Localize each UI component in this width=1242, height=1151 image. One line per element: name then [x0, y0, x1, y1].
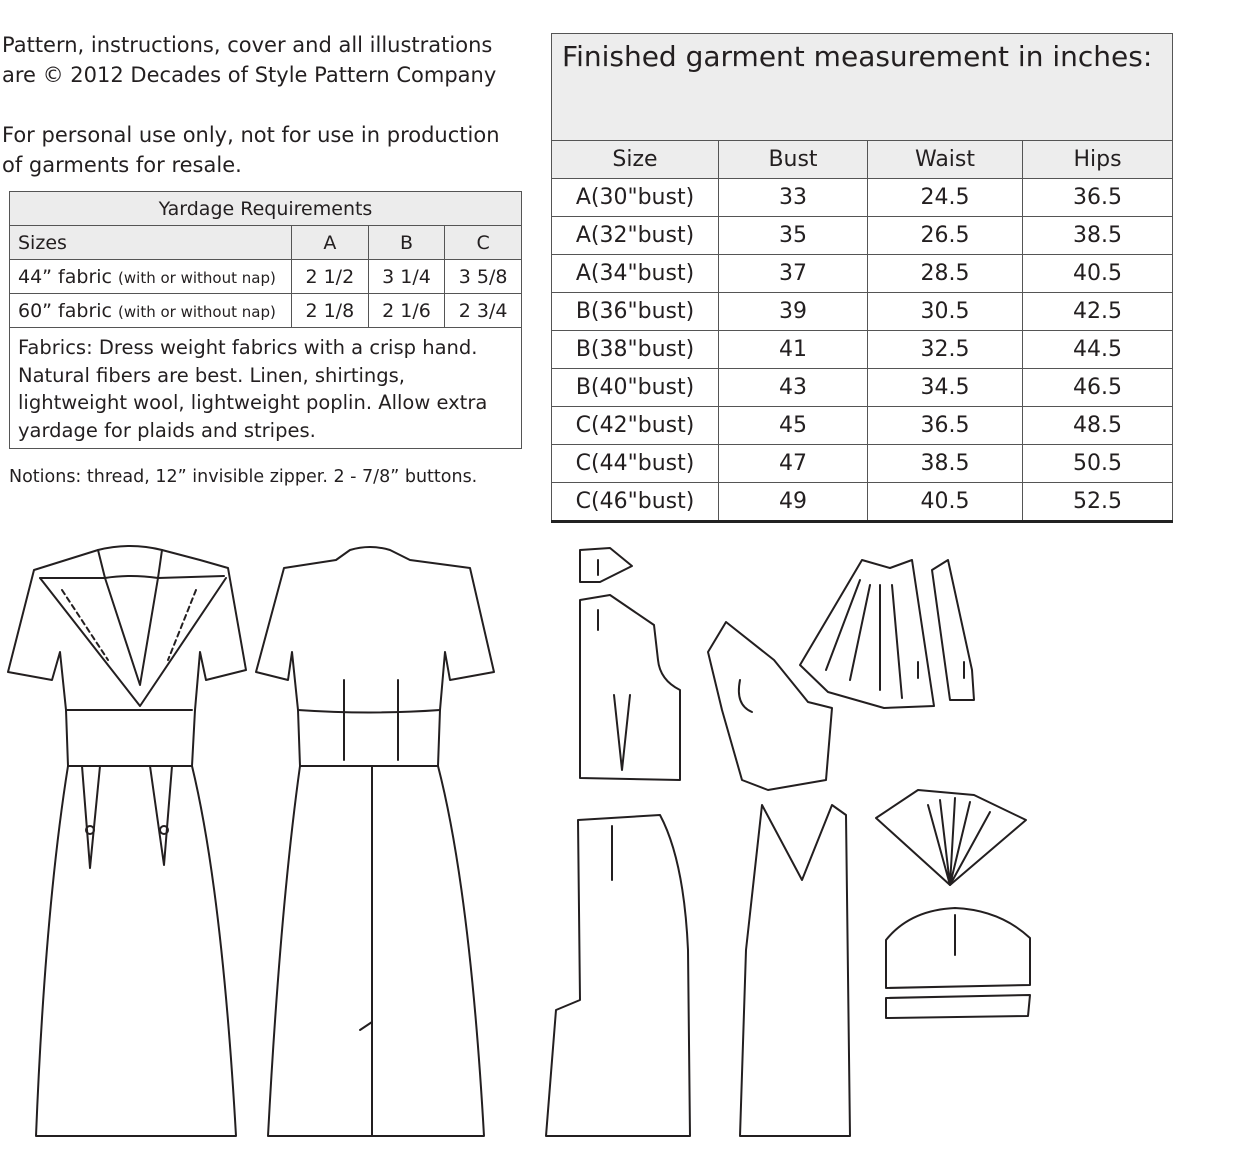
usage-line-1: For personal use only, not for use in production — [2, 123, 500, 147]
header-size: Size — [552, 141, 719, 179]
hips-cell: 50.5 — [1023, 445, 1173, 483]
waist-cell: 28.5 — [868, 255, 1023, 293]
bust-cell: 33 — [719, 179, 868, 217]
measurement-row — [552, 369, 1173, 407]
usage-line-2: of garments for resale. — [2, 153, 242, 177]
size-col-a: A — [292, 226, 369, 260]
measurement-row — [552, 483, 1173, 522]
yardage-cell: 2 1/6 — [368, 294, 445, 328]
pattern-pieces — [546, 548, 1030, 1136]
bust-cell: 35 — [719, 217, 868, 255]
sizes-label: Sizes — [10, 226, 292, 260]
measurement-row — [552, 331, 1173, 369]
measurement-row — [552, 407, 1173, 445]
bust-cell: 37 — [719, 255, 868, 293]
yardage-cell: 2 3/4 — [445, 294, 522, 328]
measurement-header-row — [552, 141, 1173, 179]
waist-cell: 32.5 — [868, 331, 1023, 369]
size-cell: C(44"bust) — [552, 445, 719, 483]
waist-cell: 24.5 — [868, 179, 1023, 217]
yardage-row — [10, 294, 522, 328]
measurement-row — [552, 255, 1173, 293]
bust-cell: 41 — [719, 331, 868, 369]
size-cell: A(30"bust) — [552, 179, 719, 217]
fabric-width: 44” fabric — [18, 265, 112, 288]
size-cell: A(34"bust) — [552, 255, 719, 293]
measurement-table — [551, 33, 1173, 523]
waist-cell: 36.5 — [868, 407, 1023, 445]
hips-cell: 48.5 — [1023, 407, 1173, 445]
dress-front-drawing — [8, 546, 246, 1136]
size-cell: B(38"bust) — [552, 331, 719, 369]
fabric-width: 60” fabric — [18, 299, 112, 322]
nap-note: (with or without nap) — [118, 268, 276, 287]
hips-cell: 44.5 — [1023, 331, 1173, 369]
yardage-cell: 2 1/8 — [292, 294, 369, 328]
size-cell: C(42"bust) — [552, 407, 719, 445]
waist-cell: 38.5 — [868, 445, 1023, 483]
header-waist: Waist — [868, 141, 1023, 179]
yardage-row — [10, 260, 522, 294]
bust-cell: 47 — [719, 445, 868, 483]
copyright-notice — [2, 30, 522, 210]
measurement-row — [552, 445, 1173, 483]
hips-cell: 40.5 — [1023, 255, 1173, 293]
measurement-row — [552, 293, 1173, 331]
notions-text: Notions: thread, 12” invisible zipper. 2 - 7/8” buttons. — [9, 467, 478, 487]
waist-cell: 34.5 — [868, 369, 1023, 407]
copyright-line-2: are © 2012 Decades of Style Pattern Company — [2, 63, 497, 87]
header-hips: Hips — [1023, 141, 1173, 179]
bust-cell: 39 — [719, 293, 868, 331]
size-cell: C(46"bust) — [552, 483, 719, 522]
nap-note: (with or without nap) — [118, 302, 276, 321]
hips-cell: 46.5 — [1023, 369, 1173, 407]
fabric-label — [10, 260, 292, 294]
hips-cell: 36.5 — [1023, 179, 1173, 217]
hips-cell: 42.5 — [1023, 293, 1173, 331]
yardage-cell: 2 1/2 — [292, 260, 369, 294]
hips-cell: 52.5 — [1023, 483, 1173, 522]
pattern-illustrations — [0, 530, 1242, 1151]
size-cell: B(40"bust) — [552, 369, 719, 407]
dress-back-drawing — [256, 547, 494, 1136]
measurement-row — [552, 179, 1173, 217]
yardage-cell: 3 5/8 — [445, 260, 522, 294]
size-col-b: B — [368, 226, 445, 260]
size-col-c: C — [445, 226, 522, 260]
yardage-table — [9, 191, 522, 449]
size-cell: A(32"bust) — [552, 217, 719, 255]
hips-cell: 38.5 — [1023, 217, 1173, 255]
bust-cell: 45 — [719, 407, 868, 445]
waist-cell: 30.5 — [868, 293, 1023, 331]
waist-cell: 26.5 — [868, 217, 1023, 255]
copyright-line-1: Pattern, instructions, cover and all illustrations — [2, 33, 493, 57]
fabrics-note: Fabrics: Dress weight fabrics with a crisp hand. Natural fibers are best. Linen, shirtings, lightweight wool, lightweight poplin. Allow extra yardage for plaids and stripes. — [10, 328, 522, 449]
bust-cell: 49 — [719, 483, 868, 522]
size-cell: B(36"bust) — [552, 293, 719, 331]
yardage-title: Yardage Requirements — [10, 192, 522, 226]
waist-cell: 40.5 — [868, 483, 1023, 522]
bust-cell: 43 — [719, 369, 868, 407]
measurement-row — [552, 217, 1173, 255]
header-bust: Bust — [719, 141, 868, 179]
yardage-header-row — [10, 226, 522, 260]
measurement-title: Finished garment measurement in inches: — [552, 34, 1173, 141]
fabric-label — [10, 294, 292, 328]
yardage-cell: 3 1/4 — [368, 260, 445, 294]
